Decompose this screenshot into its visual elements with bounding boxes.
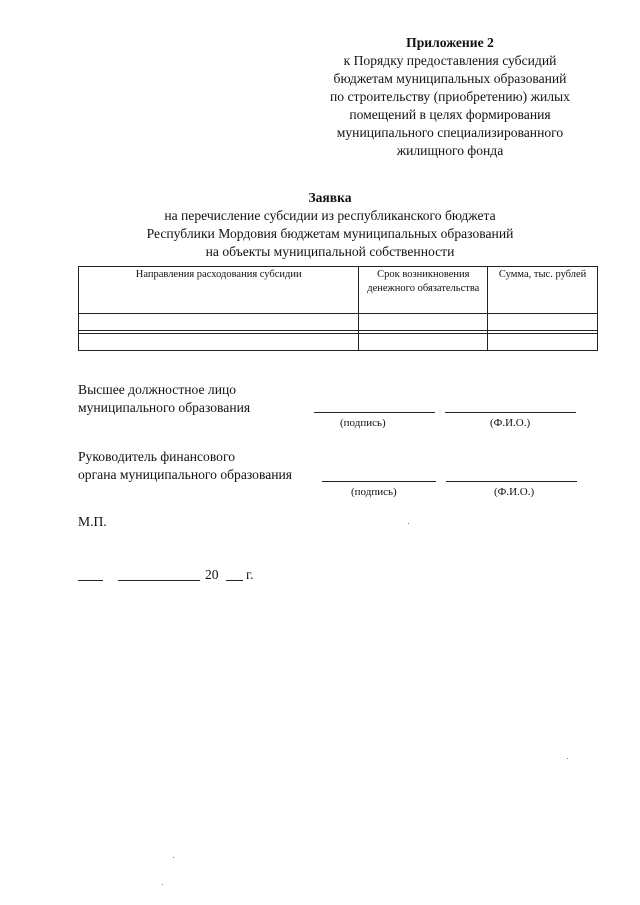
finance-head-name-caption: (Ф.И.О.) — [494, 486, 535, 498]
date-year-blank[interactable] — [226, 580, 243, 581]
appendix-line: по строительству (приобретению) жилых — [330, 89, 570, 104]
title-line: на перечисление субсидии из республиканского бюджета — [164, 208, 496, 223]
finance-head-label — [78, 448, 292, 484]
finance-head-label-line: Руководитель финансового — [78, 449, 235, 464]
appendix-line: к Порядку предоставления субсидий — [343, 53, 557, 68]
scan-speck — [162, 884, 163, 885]
date-year-suffix: г. — [246, 567, 254, 582]
column-header-term: Срок возникновения денежного обязательства — [359, 267, 488, 314]
scan-speck — [567, 758, 568, 759]
column-header-amount: Сумма, тыс. рублей — [488, 267, 598, 314]
finance-head-label-line: органа муниципального образования — [78, 467, 293, 482]
official-signature-line[interactable] — [314, 412, 435, 413]
title-heading: Заявка — [308, 190, 352, 205]
table-header-row — [79, 267, 598, 314]
scan-speck — [408, 523, 409, 524]
appendix-header — [300, 34, 600, 160]
table-cell[interactable] — [79, 314, 359, 331]
finance-head-signature-caption: (подпись) — [351, 486, 397, 498]
appendix-heading: Приложение 2 — [406, 35, 494, 50]
date-day-blank[interactable] — [78, 580, 103, 581]
table-row — [79, 334, 598, 351]
date-month-blank[interactable] — [118, 580, 200, 581]
table-cell[interactable] — [488, 314, 598, 331]
table-cell[interactable] — [359, 334, 488, 351]
official-name-caption: (Ф.И.О.) — [490, 417, 531, 429]
appendix-line: бюджетам муниципальных образований — [333, 71, 567, 86]
table-row — [79, 314, 598, 331]
appendix-line: жилищного фонда — [396, 143, 504, 158]
official-signature-caption: (подпись) — [340, 417, 386, 429]
stamp-label: М.П. — [78, 514, 107, 529]
finance-head-signature-line[interactable] — [322, 481, 436, 482]
table-cell[interactable] — [488, 334, 598, 351]
official-label-line: Высшее должностное лицо — [78, 382, 237, 397]
finance-head-name-line[interactable] — [446, 481, 577, 482]
date-line — [78, 566, 278, 586]
official-name-line[interactable] — [445, 412, 576, 413]
subsidy-table — [78, 266, 598, 351]
appendix-line: помещений в целях формирования — [349, 107, 551, 122]
title-line: Республики Мордовия бюджетам муниципальных образований — [146, 226, 514, 241]
table-cell[interactable] — [359, 314, 488, 331]
title-line: на объекты муниципальной собственности — [205, 244, 455, 259]
document-title — [60, 189, 600, 261]
column-header-direction: Направления расходования субсидии — [79, 267, 359, 314]
scan-speck — [173, 857, 174, 858]
appendix-line: муниципального специализированного — [336, 125, 564, 140]
table-cell[interactable] — [79, 334, 359, 351]
date-year-prefix: 20 — [205, 567, 219, 582]
official-label-line: муниципального образования — [78, 400, 251, 415]
official-label — [78, 381, 250, 417]
